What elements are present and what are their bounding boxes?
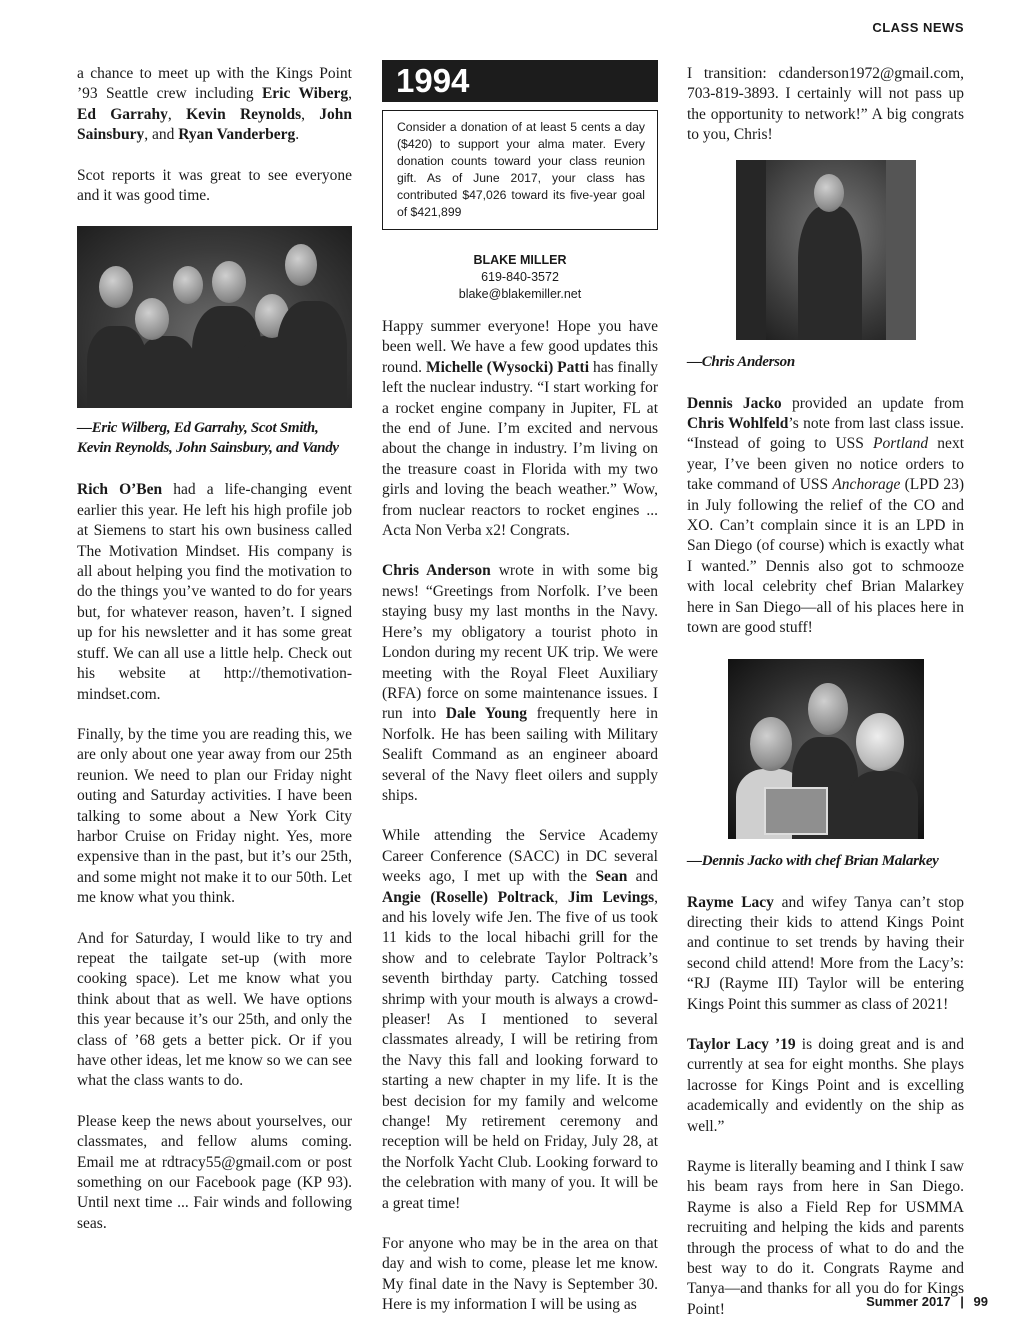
- name-angie-poltrack: Angie (Roselle) Poltrack: [382, 888, 555, 906]
- paragraph-transition-contact: I transition: cdanderson1972@gmail.com, 703-819-3893. I certainly will not pass up the opportunity to network!” A big congrats to you, Chris!: [687, 65, 964, 144]
- name-dale-young: Dale Young: [445, 705, 528, 723]
- group-photo-seattle-crew: [77, 226, 352, 408]
- paragraph-chris-anderson: [382, 561, 658, 806]
- text: (LPD 23) in July following the relief of the CO and XO. Can’t complain since it is an LPD in San Diego (of course) which is exactly what I wanted.” Dennis also got to schmooze with local celebrity chef Brian Malarkey here in San Diego—all of his places here in town are good stuff!: [687, 476, 964, 637]
- column-middle: [382, 64, 658, 1336]
- text: ,: [301, 105, 320, 123]
- name-ed-garrahy: Ed Garrahy: [77, 105, 168, 123]
- name-rich-oben: Rich O’Ben: [77, 481, 163, 499]
- paragraph-saturday: And for Saturday, I would like to try and repeat the tailgate set-up (with more cooking space). Let me know what you think about that as well. We have options this year because it’s our 25th, and only the class of ’68 gets a better pick. Or if you have other ideas, let me know so we can see what the class wants to do.: [77, 929, 352, 1090]
- ship-portland: Portland: [873, 435, 929, 453]
- paragraph-signoff: Please keep the news about yourselves, our classmates, and fellow alums coming. Email me at rdtracy55@gmail.com or post something on our Facebook page (KP 93). Until next time ... Fair winds and following seas.: [77, 1112, 352, 1232]
- text: ,: [554, 888, 568, 906]
- text: ,: [348, 85, 352, 103]
- text: a chance to meet up with the Kings Point ’93 Seattle crew including: [77, 65, 352, 103]
- correspondent-phone: 619-840-3572: [481, 270, 559, 284]
- paragraph-rich-oben: [77, 480, 352, 704]
- section-header: CLASS NEWS: [872, 20, 964, 35]
- paragraph-rayme-beaming: Rayme is literally beaming and I think I saw his beam rays from here in San Diego. Rayme is also a Field Rep for USMMA recruiting and helping the kids and parents through the process of what to do and the best way to do it. Congrats Rayme and Tanya—and thanks for all you do for Kings Point!: [687, 1157, 964, 1318]
- name-jim-levings: Jim Levings: [567, 888, 655, 906]
- text: While attending the Service Academy Career Conference (SACC) in DC several weeks ago, I met up with the: [382, 827, 658, 886]
- paragraph-sacc: [382, 826, 658, 1214]
- paragraph-dennis-jacko: [687, 394, 964, 639]
- paragraph-taylor-lacy: [687, 1035, 964, 1137]
- paragraph-reunion: Finally, by the time you are reading this, we are only about one year away from our 25th reunion. We need to plan our Friday night outing and Saturday activities. I have been talking to some about a New York City harbor Cruise on Friday night. Yes, more expensive than in the past, but it’s our 25th, and some might not make it to our 50th. Let me know what you think.: [77, 725, 352, 907]
- name-john-sainsbury: John Sainsbury: [77, 105, 353, 144]
- name-ryan-vanderberg: Ryan Vanderberg: [178, 126, 296, 144]
- class-year-banner: 1994: [382, 60, 658, 102]
- photo-dennis-jacko-brian-malarkey: [728, 659, 924, 839]
- footer-separator: |: [960, 1294, 964, 1309]
- photo-chris-anderson: [736, 160, 916, 340]
- text: ,: [167, 105, 187, 123]
- name-michelle-patti: Michelle (Wysocki) Patti: [425, 358, 590, 376]
- paragraph-retirement-info: For anyone who may be in the area on that day and wish to come, please let me know. My final date in the Navy is September 30. Here is my information I will be using as: [382, 1235, 658, 1314]
- issue-label: Summer 2017: [866, 1294, 951, 1309]
- paragraph-michelle-patti: [382, 317, 658, 541]
- text: Happy summer everyone! Hope you have been well. We have a few good updates this round.: [382, 318, 658, 376]
- name-sean: Sean: [595, 868, 628, 886]
- text: is doing great and is and currently at sea for eight months. She plays lacrosse for Kings Point and is excelling academically and evidently on the ship as well.”: [687, 1035, 964, 1135]
- text: wrote in with some big news! “Greetings from Norfolk. I’ve been staying busy my last months in the Navy. Here’s my obligatory a tourist photo in London during my recent UK trip. We were meeting with the Royal Fleet Auxiliary (RFA) force on some maintenance issues. I run into: [382, 562, 658, 723]
- photo-caption-chris-anderson: —Chris Anderson: [687, 353, 795, 370]
- text: and wifey Tanya can’t stop directing their kids to attend Kings Point and continue to set trends by having their second child attend! More from the Lacy’s: “RJ (Rayme III) Taylor will be entering Kings Point this summer as class of 2021!: [687, 893, 964, 1013]
- class-correspondent: [382, 252, 658, 303]
- correspondent-email: blake@blakemiller.net: [458, 287, 582, 301]
- text: , and his lovely wife Jen. The five of us took 11 kids to the local hibachi grill for the show and to celebrate Taylor Poltrack’s seventh birthday party. Catching tossed shrimp with your mouth is always a crowd-pleaser! As I mentioned to several classmates already, I will be retiring from the Navy this fall and looking forward to starting a new chapter in my life. It is the best decision for my family and welcome change! My retirement ceremony and reception will be held on Friday, July 28, at the Norfolk Yacht Club. Looking forward to the celebration with many of you. It will be a great time!: [382, 888, 658, 1212]
- text: .: [295, 126, 300, 144]
- correspondent-name: BLAKE MILLER: [473, 253, 567, 267]
- name-taylor-lacy: Taylor Lacy ’19: [687, 1035, 796, 1053]
- text: next year, I’ve been given no notice orders to take command of USS: [687, 435, 964, 494]
- text: has finally left the nuclear industry. “I start working for a rocket engine company in Jupiter, FL at the end of June. I’m excited and nervous about the change in industry. I’m living on the treasure coast in Florida with my two girls and loving the beach weather.” Wow, from nuclear reactors to rocket engines ... Acta Non Verba x2! Congrats.: [382, 358, 658, 540]
- text: , and: [144, 126, 179, 144]
- text: had a life-changing event earlier this year. He left his high profile job at Siemens to start his own business called The Motivation Mindset. His company is all about helping you find the motivation to do the things you’ve wanted to do for years but, for whatever reason, haven’t. I signed up for his newsletter and it has some great stuff. We can all use a little help. Check out his website at http://themotivation-mindset.com.: [77, 481, 352, 703]
- paragraph-scot-report: Scot reports it was great to see everyone and it was good time.: [77, 166, 352, 205]
- name-chris-anderson: Chris Anderson: [382, 562, 491, 580]
- page-footer: [866, 1294, 988, 1309]
- page-number: 99: [973, 1294, 988, 1309]
- name-dennis-jacko: Dennis Jacko: [687, 394, 782, 412]
- donation-box: Consider a donation of at least 5 cents a day ($420) to support your alma mater. Every donation counts toward your class reunion gift. As of June 2017, your class has contributed $47,026 toward its five-year goal of $421,899: [382, 110, 658, 230]
- column-left: [77, 64, 352, 1254]
- paragraph-rayme-lacy: [687, 893, 964, 1015]
- paragraph-seattle-crew: [77, 64, 352, 146]
- ship-anchorage: Anchorage: [832, 476, 901, 494]
- name-eric-wiberg: Eric Wiberg: [261, 85, 349, 103]
- photo-caption-seattle-crew: —Eric Wilberg, Ed Garrahy, Scot Smith, Kevin Reynolds, John Sainsbury, and Vandy: [77, 420, 339, 457]
- text: provided an update from: [781, 394, 964, 412]
- name-kevin-reynolds: Kevin Reynolds: [186, 105, 302, 123]
- column-right: [687, 64, 964, 1340]
- name-chris-wohlfeld: Chris Wohlfeld: [687, 415, 789, 433]
- text: and: [627, 868, 658, 886]
- photo-caption-dennis-jacko: —Dennis Jacko with chef Brian Malarkey: [687, 852, 939, 869]
- text: frequently here in Norfolk. He has been sailing with Military Sealift Command as an engineer aboard several of the Navy fleet oilers and supply ships.: [382, 705, 658, 804]
- text: ’s note from last class issue. “Instead of going to USS: [687, 415, 964, 453]
- name-rayme-lacy: Rayme Lacy: [687, 893, 774, 911]
